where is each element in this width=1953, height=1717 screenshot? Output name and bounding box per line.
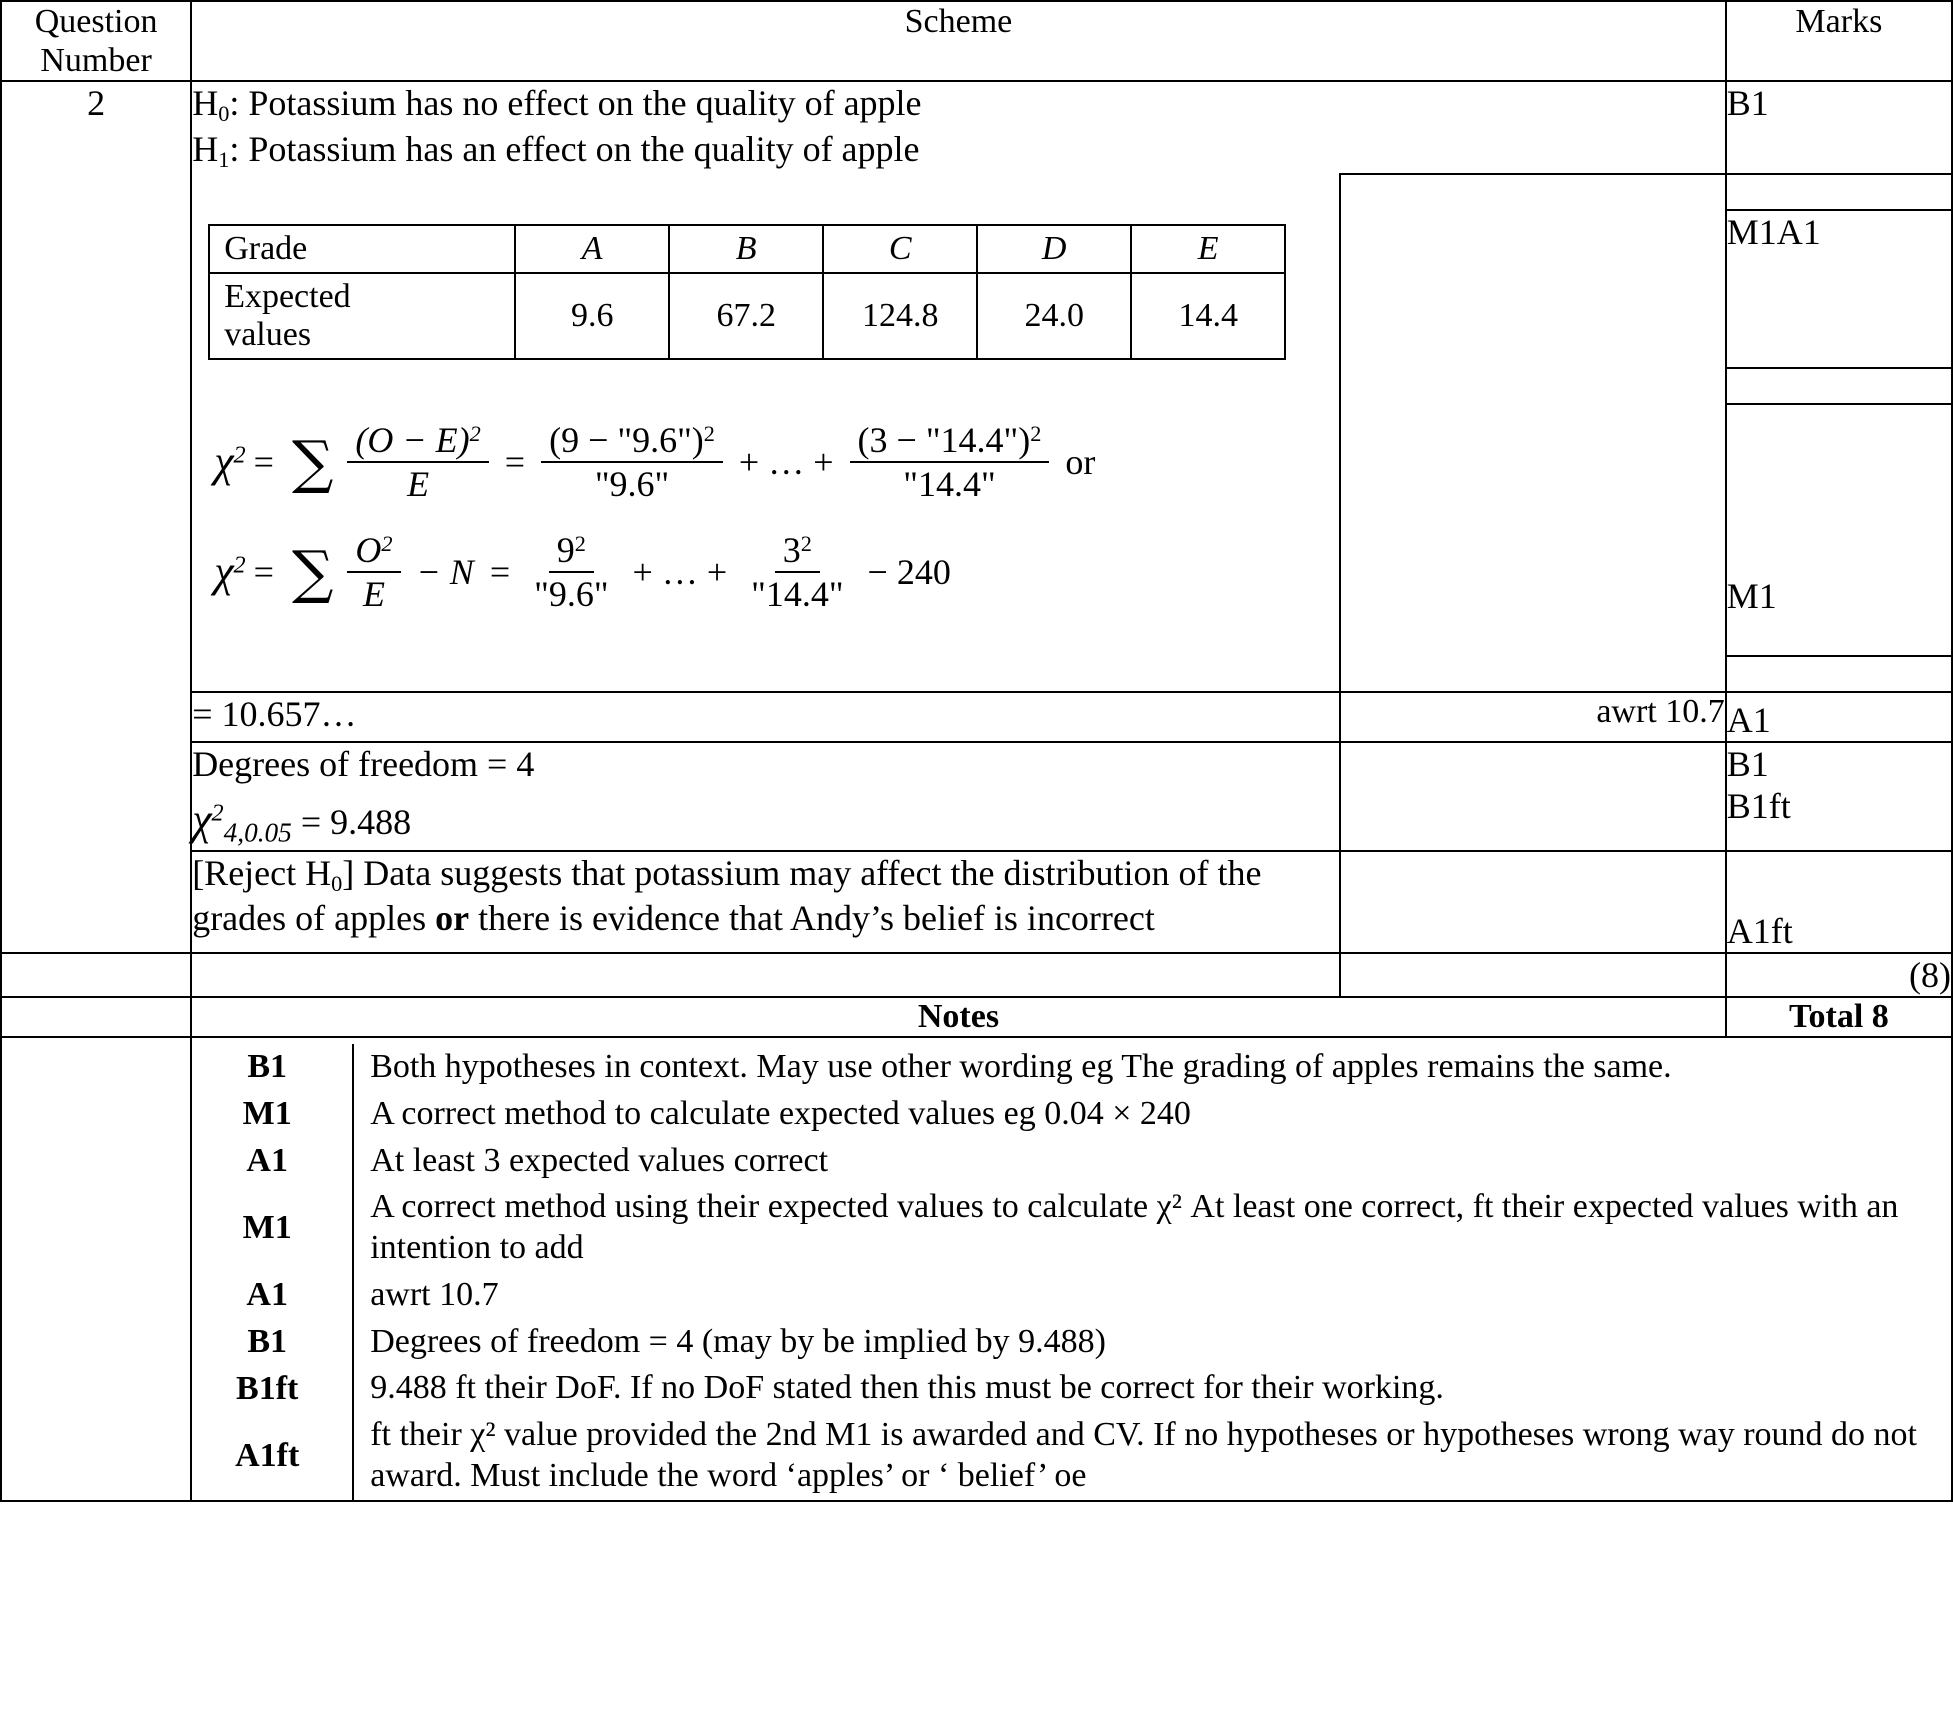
hypothesis-alt bbox=[192, 128, 1725, 173]
note-text-a1-expected: At least 3 expected values correct bbox=[370, 1141, 829, 1179]
h0-label: H bbox=[192, 83, 219, 124]
hypotheses-row bbox=[1, 81, 1952, 174]
notes-row bbox=[192, 1044, 1951, 1091]
note-code-b1: B1 bbox=[192, 1044, 353, 1091]
question-number: 2 bbox=[87, 83, 106, 124]
mark-b1-hypotheses: B1 bbox=[1726, 81, 1952, 174]
frac-o2e-num: $O^2$ bbox=[347, 532, 400, 573]
expected-value-c: 124.8 bbox=[823, 273, 977, 359]
chi-calculation-row bbox=[1, 404, 1952, 656]
header-marks: Marks bbox=[1726, 1, 1952, 81]
result-value: = 10.657… bbox=[191, 692, 1340, 742]
expected-value-a: 9.6 bbox=[515, 273, 669, 359]
frac-first-num: (9 − "9.6")$^2$ bbox=[541, 422, 723, 463]
h1-sub: 1 bbox=[218, 146, 230, 172]
notes-header-row bbox=[1, 997, 1952, 1037]
grade-e: E bbox=[1131, 225, 1285, 273]
subtotal-value: (8) bbox=[1726, 953, 1952, 997]
frac-last-term bbox=[850, 420, 1050, 505]
subtotal-row bbox=[1, 953, 1952, 997]
frac-3-den: "14.4" bbox=[751, 574, 844, 615]
notes-row bbox=[192, 1412, 1951, 1500]
conclusion-part2: ] Data suggests that potassium may affect the distribution of the grades of apples bbox=[192, 852, 1262, 939]
frac-9-num: $9^2$ bbox=[549, 532, 594, 573]
h0-sub: 0 bbox=[218, 101, 230, 127]
spacer-row-3 bbox=[1, 656, 1952, 692]
eq-2: = bbox=[504, 442, 526, 483]
conclusion-sub: 0 bbox=[331, 871, 343, 897]
notes-row bbox=[192, 1138, 1951, 1185]
notes-row bbox=[192, 1319, 1951, 1366]
notes-row bbox=[192, 1091, 1951, 1138]
note-code-m1-chi: M1 bbox=[192, 1184, 353, 1272]
header-question-line2: Number bbox=[40, 42, 152, 80]
critical-value-row bbox=[1, 742, 1952, 851]
expected-value-d: 24.0 bbox=[977, 273, 1131, 359]
grade-a: A bbox=[515, 225, 669, 273]
frac-9-den: "9.6" bbox=[534, 574, 609, 615]
subtotal-qn-cell bbox=[1, 953, 191, 997]
frac-last-den: "14.4" bbox=[903, 464, 996, 505]
minus-n: − N bbox=[416, 552, 474, 593]
spacer-row-2 bbox=[1, 368, 1952, 404]
notes-row bbox=[192, 1365, 1951, 1412]
notes-empty-qn bbox=[1, 1037, 191, 1501]
spacer-scheme-3 bbox=[191, 656, 1340, 692]
notes-qn-cell bbox=[1, 997, 191, 1037]
frac-oe bbox=[347, 420, 488, 505]
conclusion-row bbox=[1, 851, 1952, 953]
mark-b1ft-cv: B1ft bbox=[1726, 786, 1791, 827]
sigma-2: ∑ bbox=[291, 537, 334, 606]
note-code-m1-expected: M1 bbox=[192, 1091, 353, 1138]
degrees-of-freedom: Degrees of freedom = 4 bbox=[192, 744, 535, 785]
chi-formula-line-2 bbox=[214, 530, 1339, 615]
spacer-gap-1 bbox=[1340, 174, 1725, 210]
chi-symbol-1: $\chi^2$ bbox=[214, 437, 246, 487]
mark-b1-dof: B1 bbox=[1726, 744, 1769, 785]
notes-body-cell bbox=[191, 1037, 1952, 1501]
frac-oe-num: $(O - E)^2$ bbox=[347, 422, 488, 463]
expected-values-gap bbox=[1340, 210, 1725, 368]
grade-label: Grade bbox=[209, 225, 515, 273]
note-text-b1ft: 9.488 ft their DoF. If no DoF stated then this must be correct for their working. bbox=[370, 1369, 1444, 1407]
eq-3: = bbox=[253, 552, 274, 593]
grade-b: B bbox=[669, 225, 823, 273]
header-scheme: Scheme bbox=[191, 1, 1726, 81]
note-code-a1-expected: A1 bbox=[192, 1138, 353, 1185]
total-marks: Total 8 bbox=[1726, 997, 1952, 1037]
chi-calculation-cell bbox=[191, 404, 1340, 656]
table-header-row bbox=[1, 1, 1952, 81]
conclusion-part1: [Reject H bbox=[192, 852, 332, 893]
frac-first-den: "9.6" bbox=[594, 464, 670, 505]
conclusion-or: or bbox=[435, 898, 470, 939]
expected-values-table bbox=[208, 224, 1286, 360]
conclusion-cell bbox=[191, 851, 1340, 953]
minus-240: − 240 bbox=[867, 552, 951, 593]
expected-values-cell bbox=[191, 210, 1340, 368]
conclusion-gap bbox=[1340, 851, 1725, 953]
conclusion-part3: there is evidence that Andy’s belief is incorrect bbox=[469, 898, 1155, 939]
note-code-b1ft: B1ft bbox=[192, 1365, 353, 1412]
h1-text: : Potassium has an effect on the quality of apple bbox=[229, 128, 920, 169]
grade-c: C bbox=[823, 225, 977, 273]
h1-label: H bbox=[192, 128, 219, 169]
notes-row bbox=[192, 1272, 1951, 1319]
notes-row bbox=[192, 1184, 1951, 1272]
mark-a1-result: A1 bbox=[1726, 692, 1952, 742]
chi-calculation-gap bbox=[1340, 404, 1725, 656]
eq-4: = bbox=[489, 552, 511, 593]
note-code-b1-dof: B1 bbox=[192, 1319, 353, 1366]
spacer-scheme-2 bbox=[191, 368, 1340, 404]
chi-symbol-2: $\chi^2$ bbox=[214, 547, 246, 597]
grade-d: D bbox=[977, 225, 1131, 273]
mark-b1-b1ft bbox=[1726, 742, 1952, 851]
note-text-m1-expected: A correct method to calculate expected values eg 0.04 × 240 bbox=[370, 1094, 1191, 1132]
notes-title: Notes bbox=[191, 997, 1726, 1037]
frac-9-96 bbox=[526, 530, 616, 615]
note-text-a1-awrt: awrt 10.7 bbox=[370, 1275, 499, 1313]
spacer-marks-3 bbox=[1726, 656, 1952, 692]
chi-critical bbox=[192, 787, 1339, 850]
plus-dots-2: + … + bbox=[632, 552, 728, 593]
sigma-1: ∑ bbox=[291, 427, 334, 496]
note-text-b1-dof: Degrees of freedom = 4 (may by be implied by 9.488) bbox=[370, 1322, 1106, 1360]
chi-formulas bbox=[192, 404, 1339, 656]
expected-value-b: 67.2 bbox=[669, 273, 823, 359]
expected-values-label-line2: values bbox=[224, 316, 312, 354]
notes-table bbox=[192, 1044, 1951, 1500]
note-code-a1ft: A1ft bbox=[192, 1412, 353, 1500]
chi-crit-symbol: $\chi^2_{4,0.05}$ bbox=[192, 795, 292, 848]
critical-value-cell bbox=[191, 742, 1340, 851]
spacer-marks-2 bbox=[1726, 368, 1952, 404]
spacer-scheme-1 bbox=[191, 174, 1340, 210]
expected-values-row bbox=[1, 210, 1952, 368]
frac-o2e-den: E bbox=[362, 574, 385, 615]
mark-m1a1-expected: M1A1 bbox=[1726, 210, 1952, 368]
frac-first-term bbox=[541, 420, 723, 505]
note-text-a1ft: ft their χ² value provided the 2nd M1 is awarded and CV. If no hypotheses or hypotheses wrong way round do not award. Must include the word ‘apples’ or ‘ belief’ oe bbox=[370, 1416, 1918, 1495]
expected-values-data-row bbox=[209, 273, 1285, 359]
spacer-gap-3 bbox=[1340, 656, 1725, 692]
grades-header-row bbox=[209, 225, 1285, 273]
chi-crit-value: = 9.488 bbox=[300, 802, 412, 842]
spacer-gap-2 bbox=[1340, 368, 1725, 404]
frac-3-num: $3^2$ bbox=[775, 532, 820, 573]
expected-values-label bbox=[209, 273, 515, 359]
hypotheses-cell bbox=[191, 81, 1726, 174]
mark-m1-chi: M1 bbox=[1726, 404, 1952, 656]
frac-last-num: (3 − "14.4")$^2$ bbox=[850, 422, 1050, 463]
h0-text: : Potassium has no effect on the quality of apple bbox=[229, 83, 922, 124]
spacer-row-1 bbox=[1, 174, 1952, 210]
expected-values-label-line1: Expected bbox=[224, 278, 351, 316]
note-text-m1-chi: A correct method using their expected values to calculate χ² At least one correct, ft their expected values with an intention to add bbox=[370, 1188, 1899, 1267]
notes-body-row bbox=[1, 1037, 1952, 1501]
formula-or: or bbox=[1065, 442, 1096, 483]
hypothesis-null bbox=[192, 82, 1725, 127]
spacer-marks-1 bbox=[1726, 174, 1952, 210]
eq-1: = bbox=[253, 442, 274, 483]
note-code-a1-awrt: A1 bbox=[192, 1272, 353, 1319]
question-number-cell bbox=[1, 81, 191, 953]
result-row bbox=[1, 692, 1952, 742]
frac-3-144 bbox=[743, 530, 851, 615]
result-awrt: awrt 10.7 bbox=[1340, 692, 1725, 742]
plus-dots-1: + … + bbox=[738, 442, 834, 483]
frac-o2e bbox=[347, 530, 400, 615]
subtotal-gap-cell bbox=[1340, 953, 1725, 997]
subtotal-scheme-cell bbox=[191, 953, 1340, 997]
header-question-number bbox=[1, 1, 191, 81]
frac-oe-den: E bbox=[407, 464, 430, 505]
expected-value-e: 14.4 bbox=[1131, 273, 1285, 359]
critical-value-gap bbox=[1340, 742, 1725, 851]
mark-a1ft-conclusion: A1ft bbox=[1726, 851, 1952, 953]
chi-formula-line-1 bbox=[214, 420, 1339, 505]
header-question-line1: Question bbox=[34, 3, 158, 40]
note-text-b1: Both hypotheses in context. May use other wording eg The grading of apples remains the same. bbox=[370, 1047, 1672, 1085]
